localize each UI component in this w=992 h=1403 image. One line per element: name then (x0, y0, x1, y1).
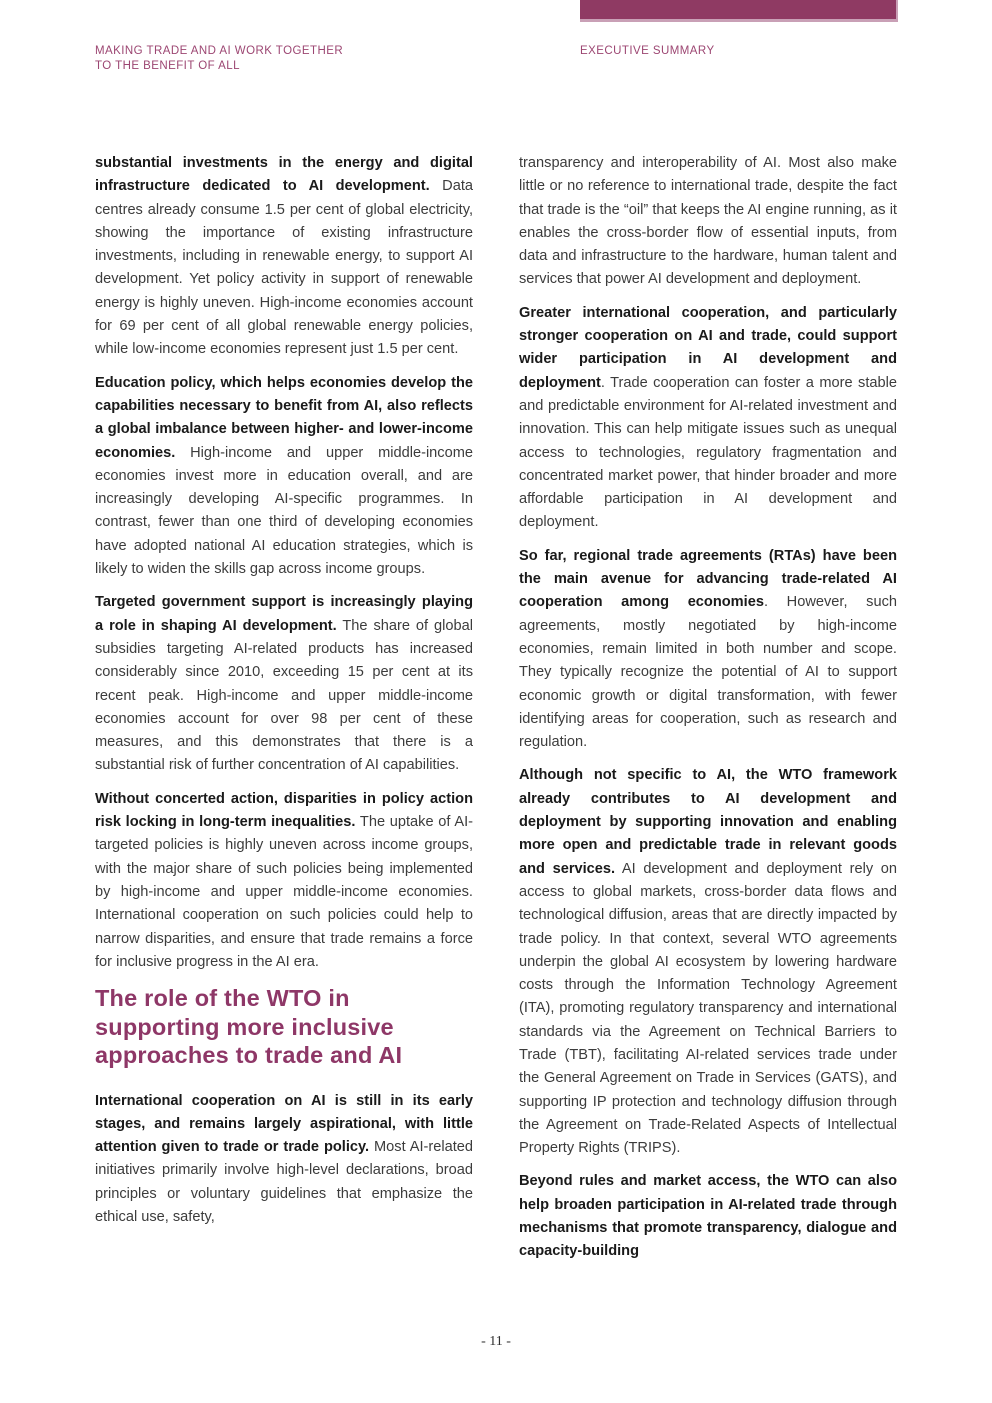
paragraph (519, 545, 897, 755)
running-title-line-2: TO THE BENEFIT OF ALL (95, 60, 240, 72)
paragraph (95, 372, 473, 582)
section-heading: The role of the WTO in supporting more inclusive approaches to trade and AI (95, 985, 403, 1069)
paragraph (95, 152, 473, 362)
paragraph-lead-bold: Greater international cooperation, and particularly stronger cooperation on AI and trade, could support wider participation in AI development and deployment (519, 304, 897, 391)
paragraph-lead-bold: Although not specific to AI, the WTO framework already contributes to AI development and deployment by supporting innovation and enabling more open and predictable trade in relevant goods and services. (519, 767, 897, 877)
paragraph-text: High-income and upper middle-income economies invest more in education overall, and are increasingly developing AI-specific programmes. In contrast, fewer than one third of developing economies have adopted national AI education strategies, which is likely to widen the skills gap across income groups. (95, 444, 473, 578)
paragraph-text: . However, such agreements, mostly negotiated by high-income economies, remain limited in both number and scope. They typically recognize the potential of AI to support economic growth or digital transformation, with fewer identifying areas for cooperation, such as research and regulation. (519, 594, 897, 751)
paragraph (519, 1170, 897, 1263)
paragraph-lead-bold: Education policy, which helps economies develop the capabilities necessary to benefit from AI, also reflects a global imbalance between higher- and lower-income economies. (95, 374, 473, 461)
left-column (95, 152, 473, 1239)
paragraph-lead-bold: Targeted government support is increasingly playing a role in shaping AI development. (95, 594, 473, 634)
paragraph (519, 302, 897, 535)
paragraph-text: The share of global subsidies targeting AI-related products has increased considerably since 2010, exceeding 15 per cent at its recent peak. High-income and upper middle-income economies account for over 98 per cent of these measures, and this demonstrates that there is a substantial risk of further concentration of AI capabilities. (95, 617, 473, 774)
paragraph-text: Data centres already consume 1.5 per cent of global electricity, showing the importance of existing infrastructure investments, including in renewable energy, to support AI development. Yet policy activity in support of renewable energy is highly uneven. High-income economies account for 69 per cent of all global renewable energy policies, while low-income economies represent just 1.5 per cent. (95, 178, 473, 358)
right-column (519, 152, 897, 1274)
paragraph (95, 591, 473, 777)
paragraph-text: transparency and interoperability of AI. Most also make little or no reference to international trade, despite the fact that trade is the “oil” that keeps the AI engine running, as it enables the cross-border flow of essential inputs, from data and infrastructure to the hardware, human talent and services that power AI development and deployment. (519, 155, 897, 288)
paragraph-text: AI development and deployment rely on access to global markets, cross-border data flows and technological diffusion, areas that are directly impacted by trade policy. In that context, several WTO agreements underpin the global AI ecosystem by lowering hardware costs through the Information Technology Agreement (ITA), promoting regulatory transparency and international standards via the Agreement on Technical Barriers to Trade (TBT), facilitating AI-related services trade under the General Agreement on Trade in Services (GATS), and supporting IP protection and technology diffusion through the Agreement on Trade-Related Aspects of Intellectual Property Rights (TRIPS). (519, 860, 897, 1157)
page-number: - 11 - (481, 1334, 511, 1349)
paragraph (519, 152, 897, 292)
section-label: EXECUTIVE SUMMARY (580, 45, 715, 57)
paragraph (95, 1090, 473, 1230)
paragraph-lead-bold: Beyond rules and market access, the WTO can also help broaden participation in AI-related trade through mechanisms that promote transparency, dialogue and capacity-building (519, 1173, 897, 1260)
paragraph (95, 788, 473, 974)
paragraph-text: . Trade cooperation can foster a more stable and predictable environment for AI-related investment and innovation. This can help mitigate issues such as unequal access to technologies, regulatory fragmentation and concentrated market power, that hinder broader and more affordable participation in AI development and deployment. (519, 374, 897, 531)
paragraph-text: The uptake of AI-targeted policies is highly uneven across income groups, with the major share of such policies being implemented by high-income and upper middle-income economies. International cooperation on such policies could help to narrow disparities, and ensure that trade remains a force for inclusive progress in the AI era. (95, 814, 473, 970)
paragraph-lead-bold: International cooperation on AI is still in its early stages, and remains largely aspirational, with little attention given to trade or trade policy. (95, 1092, 473, 1156)
running-title (95, 44, 343, 74)
paragraph-lead-bold: substantial investments in the energy and digital infrastructure dedicated to AI development. (95, 155, 473, 195)
paragraph-text: Most AI-related initiatives primarily involve high-level declarations, broad principles or voluntary guidelines that emphasize the ethical use, safety, (95, 1139, 474, 1226)
paragraph-lead-bold: Without concerted action, disparities in policy action risk locking in long-term inequalities. (95, 790, 473, 831)
header-accent-bar (580, 0, 898, 22)
paragraph (519, 764, 897, 1160)
paragraph-lead-bold: So far, regional trade agreements (RTAs) have been the main avenue for advancing trade-related AI cooperation among economies (519, 547, 897, 611)
running-title-line-1: MAKING TRADE AND AI WORK TOGETHER (95, 45, 344, 57)
